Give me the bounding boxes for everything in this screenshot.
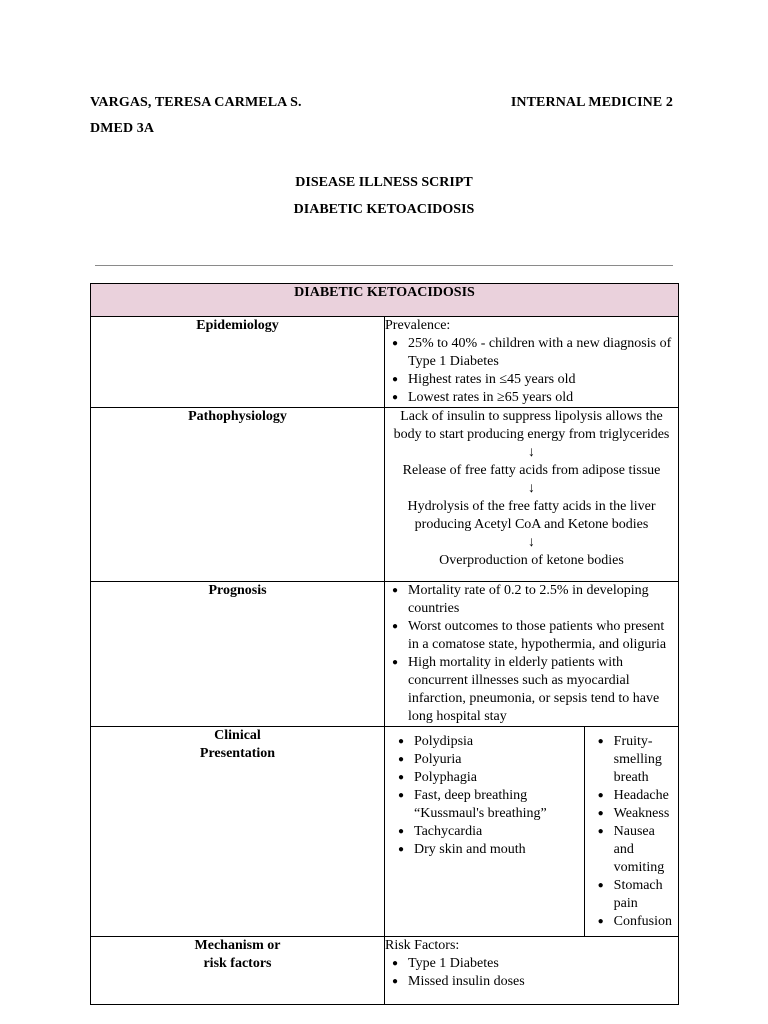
mechanism-label-line2: risk factors <box>203 956 272 971</box>
clinical-presentation-content <box>385 727 679 937</box>
clinical-label-line1: Clinical <box>214 728 261 743</box>
prognosis-content <box>385 582 679 727</box>
table-title: DIABETIC KETOACIDOSIS <box>91 284 679 317</box>
list-item: ● Fast, deep breathing “Kussmaul's breathing” <box>391 787 578 823</box>
mechanism-label <box>91 937 385 1005</box>
list-item: ● Highest rates in ≤45 years old <box>385 371 678 389</box>
list-item: ● Nausea and vomiting <box>591 823 672 877</box>
clinical-right-column <box>585 727 678 936</box>
pathophysiology-step: Lack of insulin to suppress lipolysis allows the body to start producing energy from triglycerides <box>393 409 670 442</box>
list-item: ● Polydipsia <box>391 733 578 751</box>
prognosis-list <box>385 582 678 726</box>
list-item: ● Polyuria <box>391 751 578 769</box>
clinical-presentation-label <box>91 727 385 937</box>
list-item: ● High mortality in elderly patients with concurrent illnesses such as myocardial infarction, pneumonia, or sepsis tend to have long hospital stay <box>385 654 678 726</box>
section: DMED 3A <box>90 121 155 136</box>
horizontal-divider <box>95 265 673 266</box>
down-arrow-icon: ↓ <box>528 535 535 550</box>
list-item: ● Polyphagia <box>391 769 578 787</box>
list-item: ● Weakness <box>591 805 672 823</box>
pathophysiology-step: Release of free fatty acids from adipose tissue <box>402 463 661 478</box>
illness-script-table <box>90 283 679 1005</box>
down-arrow-icon: ↓ <box>528 445 535 460</box>
mechanism-label-line1: Mechanism or <box>194 938 281 953</box>
list-item: ● Missed insulin doses <box>385 973 678 991</box>
document-title: DISEASE ILLNESS SCRIPT <box>295 175 473 190</box>
epidemiology-intro: Prevalence: <box>385 318 451 333</box>
mechanism-content <box>385 937 679 1005</box>
list-item: ● Tachycardia <box>391 823 578 841</box>
clinical-label-line2: Presentation <box>199 746 276 761</box>
list-item: ● Mortality rate of 0.2 to 2.5% in developing countries <box>385 582 678 618</box>
list-item: ● Fruity-smelling breath <box>591 733 672 787</box>
risk-factors-intro: Risk Factors: <box>385 938 460 953</box>
list-item: ● Type 1 Diabetes <box>385 955 678 973</box>
pathophysiology-step: Hydrolysis of the free fatty acids in the liver producing Acetyl CoA and Ketone bodies <box>407 499 656 532</box>
course-name: INTERNAL MEDICINE 2 <box>510 95 673 110</box>
risk-factors-list <box>385 955 678 991</box>
pathophysiology-content <box>385 408 679 582</box>
list-item: ● Lowest rates in ≥65 years old <box>385 389 678 407</box>
epidemiology-label: Epidemiology <box>91 317 385 408</box>
epidemiology-list <box>385 335 678 407</box>
list-item: ● Stomach pain <box>591 877 672 913</box>
list-item: ● Confusion <box>591 913 672 931</box>
clinical-left-column <box>385 727 585 936</box>
down-arrow-icon: ↓ <box>528 481 535 496</box>
document-subtitle: DIABETIC KETOACIDOSIS <box>293 202 475 217</box>
list-item: ● Headache <box>591 787 672 805</box>
prognosis-label: Prognosis <box>91 582 385 727</box>
list-item: ● 25% to 40% - children with a new diagnosis of Type 1 Diabetes <box>385 335 678 371</box>
student-name: VARGAS, TERESA CARMELA S. <box>90 95 302 110</box>
list-item: ● Worst outcomes to those patients who present in a comatose state, hypothermia, and oliguria <box>385 618 678 654</box>
epidemiology-content <box>385 317 679 408</box>
pathophysiology-step: Overproduction of ketone bodies <box>439 553 624 568</box>
pathophysiology-label: Pathophysiology <box>91 408 385 582</box>
list-item: ● Dry skin and mouth <box>391 841 578 859</box>
